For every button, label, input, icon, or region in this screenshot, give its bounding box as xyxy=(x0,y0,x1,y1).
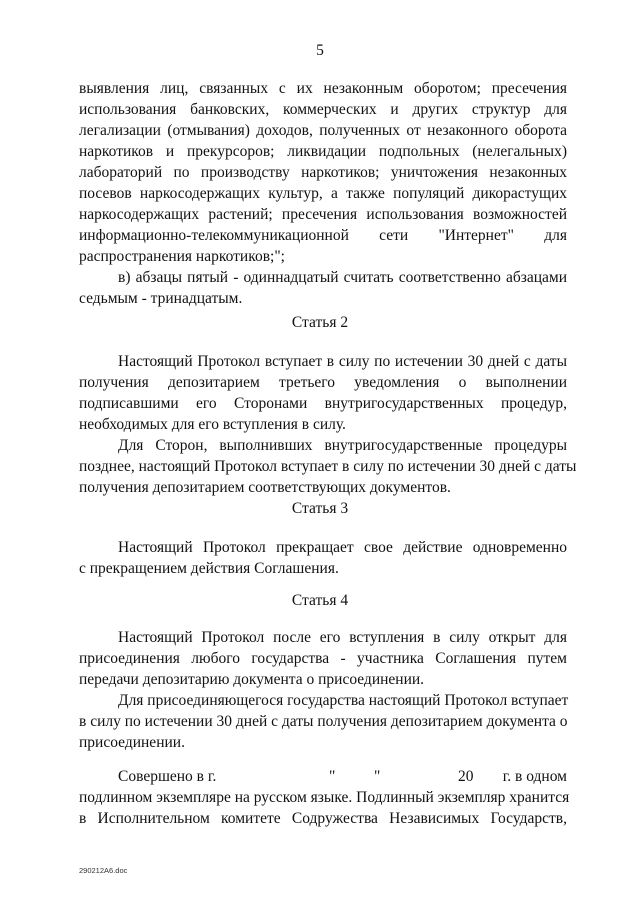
body-line: седьмым - тринадцатым. xyxy=(79,290,243,307)
footer-filename: 290212A6.doc xyxy=(79,866,128,875)
body-line: присоединения любого государства - участника Соглашения путем xyxy=(79,650,567,667)
date-quote-close: " xyxy=(374,768,381,785)
body-line: Настоящий Протокол после его вступления в силу открыт для xyxy=(118,629,567,646)
signing-line xyxy=(118,766,567,787)
body-line: информационно-телекоммуникационной сети "Интернет" для xyxy=(79,227,567,244)
article-heading: Статья 4 xyxy=(291,592,349,609)
body-line: Для присоединяющегося государства настоящий Протокол вступает xyxy=(118,692,569,709)
body-line: передачи депозитарию документа о присоединении. xyxy=(79,671,425,688)
body-line: получения депозитарием третьего уведомления о выполнении xyxy=(79,374,567,391)
body-line: распространения наркотиков;"; xyxy=(79,248,285,265)
body-line: легализации (отмывания) доходов, полученных от незаконного оборота xyxy=(79,122,567,139)
body-line: подписавшими его Сторонами внутригосударственных процедур, xyxy=(79,395,567,412)
body-line: лабораторий по производству наркотиков; уничтожения незаконных xyxy=(79,164,567,181)
body-line: наркосодержащих растений; пресечения использования возможностей xyxy=(79,206,567,223)
body-line: в) абзацы пятый - одиннадцатый считать соответственно абзацами xyxy=(118,269,567,286)
article-heading: Статья 3 xyxy=(291,500,349,517)
signing-year: 20 xyxy=(458,768,474,785)
body-line: Настоящий Протокол прекращает свое действие одновременно xyxy=(118,539,567,556)
body-line: Настоящий Протокол вступает в силу по истечении 30 дней с даты xyxy=(118,353,567,370)
body-line: использования банковских, коммерческих и других структур для xyxy=(79,101,567,118)
body-line: с прекращением действия Соглашения. xyxy=(79,560,339,577)
signing-tail: г. в одном xyxy=(502,768,567,785)
signing-place: Совершено в г. xyxy=(118,768,217,785)
body-line: подлинном экземпляре на русском языке. Подлинный экземпляр хранится xyxy=(79,789,570,806)
body-line: Для Сторон, выполнивших внутригосударственные процедуры xyxy=(118,437,567,454)
body-line: наркотиков и прекурсоров; ликвидации подпольных (нелегальных) xyxy=(79,143,567,160)
body-line: в силу по истечении 30 дней с даты получения депозитарием документа о xyxy=(79,713,568,730)
body-line: необходимых для его вступления в силу. xyxy=(79,416,346,433)
article-heading: Статья 2 xyxy=(291,314,349,331)
page-number: 5 xyxy=(316,42,324,59)
body-line: получения депозитарием соответствующих документов. xyxy=(79,479,451,496)
date-quote-open: " xyxy=(329,768,336,785)
body-line: выявления лиц, связанных с их незаконным оборотом; пресечения xyxy=(79,80,567,97)
body-line: в Исполнительном комитете Содружества Независимых Государств, xyxy=(79,810,567,827)
body-line: позднее, настоящий Протокол вступает в силу по истечении 30 дней с даты xyxy=(79,458,577,475)
body-line: присоединении. xyxy=(79,734,185,751)
body-line: посевов наркосодержащих культур, а также популяций дикорастущих xyxy=(79,185,567,202)
